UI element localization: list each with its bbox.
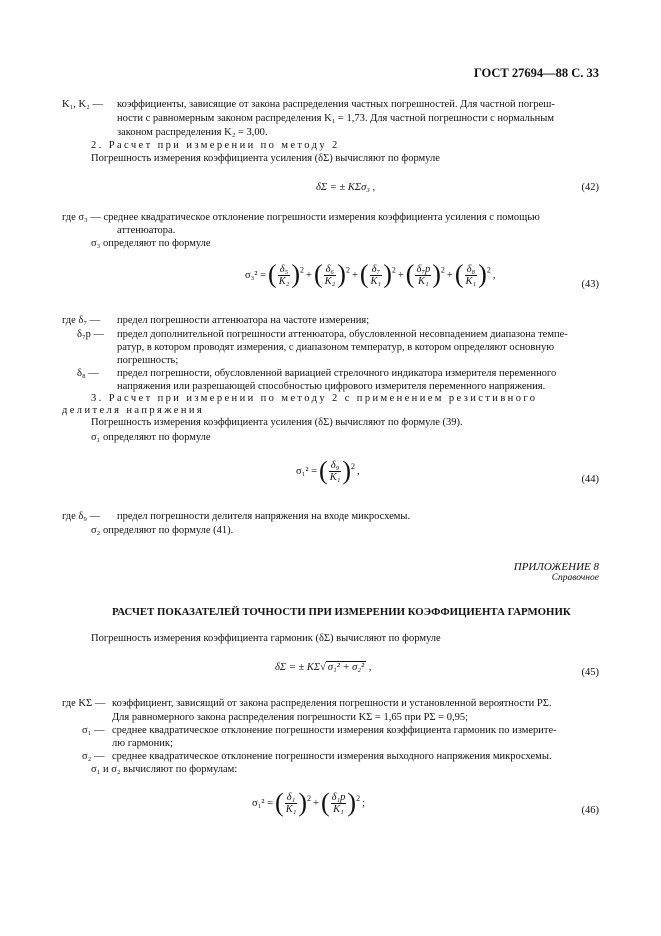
eq43-plus: + [397,269,404,281]
ks-line1: коэффициент, зависящий от закона распределения погрешности и установленной вероятности PΣ. [112,698,552,709]
d7t-line3: погрешность; [117,355,179,366]
eq43-term-num: δ₈ [465,264,478,276]
k-def-line1: коэффициенты, зависящие от закона распределения частных погрешностей. Для частной погреш- [117,99,555,110]
eq43-plus: + [351,269,358,281]
d8-line2: напряжения или разрешающей способностью цифрового измерителя переменного напряжения. [117,381,546,392]
appendix-text: Погрешность измерения коэффициента гармоник (δΣ) вычисляют по формуле [91,633,441,644]
eq43-term-den: K₂ [324,275,336,287]
appendix-sub: Справочное [551,573,599,583]
eq43-number: (43) [581,279,599,290]
eq46-tail: ; [362,797,365,809]
ks-line2: Для равномерного закона распределения погрешности KΣ = 1,65 при PΣ = 0,95; [112,712,469,723]
eq43-terms: ( $\frac{\text{δ₅}}{\text{K₂}}$ )$^2$ +( $\frac{\text{δ₆}}{\text{K₂}}$ )$^2$ +( $\frac{\text{δ₇}}{\text{K₁}}$ )$^2$ +( $\frac{\text{δ₇р}}{\text{K₁}}$ )$^2$ +( $\frac{\text{δ₈}}{\text{K₁}}$ )$^2$ [268,260,491,289]
eq45-lhs: δΣ = ± KΣ [275,662,321,673]
d9-text: предел погрешности делителя напряжения на входе микросхемы. [117,511,411,522]
s1-line2: лю гармоник; [112,738,173,749]
eq43-term-num: δ₆ [324,264,337,276]
eq43-term-num: δ₇р [416,263,431,275]
eq43-term [465,264,478,287]
eq44-lhs: σ₁² = [296,465,318,477]
eq42-number: (42) [581,182,599,193]
eq43-tail: , [492,269,496,281]
method2r-heading2: делителя напряжения [62,405,205,416]
s1-line1: среднее квадратическое отклонение погрешности измерения коэффициента гармоник по измерите- [112,725,557,736]
d7-text: предел погрешности аттенюатора на частоте измерения; [117,315,370,326]
k-def-line2: ности с равномерным законом распределения K₁ = 1,73. Для частной погрешности с нормальным [117,113,554,124]
eq44-num: δ₉ [329,460,342,472]
eq43-term-den: K₁ [465,275,477,287]
eq42-formula: δΣ = ± KΣσ₃ , [316,182,376,193]
appendix-title: РАСЧЕТ ПОКАЗАТЕЛЕЙ ТОЧНОСТИ ПРИ ИЗМЕРЕНИИ КОЭФФИЦИЕНТА ГАРМОНИК [112,606,571,618]
eq46-lhs: σ₁² = [252,797,274,809]
where-sigma3: где σ₃ — среднее квадратическое отклонение погрешности измерения коэффициента усиления с помощью [62,212,540,223]
eq44-number: (44) [581,474,599,485]
eq43-term-den: K₂ [278,275,290,287]
eq43-term-den: K₁ [370,275,382,287]
eq46-den2: K₁ [333,803,344,815]
eq44-tail: , [357,465,360,477]
eq43-term-num: δ₇ [370,264,383,276]
s2-line1: среднее квадратическое отклонение погрешности измерения выходного напряжения микросхемы. [112,751,552,762]
eq46-den1: K₁ [285,803,297,815]
k-def-label: K₁, K₂ — [62,99,103,110]
appendix-label: ПРИЛОЖЕНИЕ 8 [513,561,599,573]
sigma1-text: σ₁ определяют по формуле [91,432,211,443]
eq43-term [370,264,383,287]
method2-text: Погрешность измерения коэффициента усиления (δΣ) вычисляют по формуле [91,153,440,164]
eq43-term-den: K₁ [418,275,429,287]
s1-label: σ₁ — [82,725,105,736]
where-sigma3-cont: аттенюатора. [117,225,176,236]
d9-label: где δ₉ — [62,511,101,522]
method2-heading: 2. Расчет при измерении по методу 2 [91,140,340,151]
eq44-den: K₁ [329,471,341,483]
eq45-formula: δΣ = ± KΣ√ σ₁² + σ₂² , [275,662,372,673]
sigma2-text: σ₂ определяют по формуле (41). [91,525,234,536]
k-def-line3: законом распределения K₂ = 3,00. [117,127,268,138]
d7t-line2: ратур, в котором проводят измерения, с диапазоном температур, в котором определяют основную [117,342,555,353]
eq43-term [278,264,291,287]
s12-text: σ₁ и σ₂ вычисляют по формулам: [91,764,238,775]
s2-label: σ₂ — [82,751,105,762]
eq44-formula: σ₁² =( $\frac{\text{δ₉}}{\text{K₁}}$ )$^2$ , [296,456,360,485]
eq43-term-num: δ₅ [278,264,291,276]
eq43-formula [243,262,497,288]
page-header: ГОСТ 27694—88 С. 33 [473,66,599,80]
eq43-plus: + [306,269,312,281]
d8-label: δ₈ — [77,368,99,379]
eq46-number: (46) [581,805,599,816]
eq45-number: (45) [581,667,599,678]
sigma3-text: σ₃ определяют по формуле [91,238,211,249]
eq45-tail: , [368,662,372,673]
d8-line1: предел погрешности, обусловленной вариацией стрелочного индикатора измерителя переменного [117,368,557,379]
d7t-line1: предел дополнительной погрешности аттенюатора, обусловленной несовпадением диапазона темпе- [117,329,568,340]
ks-label: где KΣ — [62,698,106,709]
method2r-heading1: 3. Расчет при измерении по методу 2 с применением резистивного [91,393,538,404]
d7t-label: δ₇р — [77,329,104,340]
eq43-plus: + [446,269,453,281]
eq46-formula: σ₁² =( $\frac{\text{δ₁}}{\text{K₁}}$ )$^2$ +( $\frac{\text{δ₁р}}{\text{K₁}}$ )$^2$ ; [252,788,365,817]
eq43-lhs: σ₃² = [245,269,267,281]
d7-label: где δ₇ — [62,315,101,326]
eq46-num2: δ₁р [331,791,346,803]
eq43-term [324,264,337,287]
eq43-term [415,264,431,287]
eq45-radicand: σ₁² + σ₂² [327,662,365,673]
method2r-text: Погрешность измерения коэффициента усиления (δΣ) вычисляют по формуле (39). [91,417,463,428]
eq46-num1: δ₁ [285,792,298,804]
